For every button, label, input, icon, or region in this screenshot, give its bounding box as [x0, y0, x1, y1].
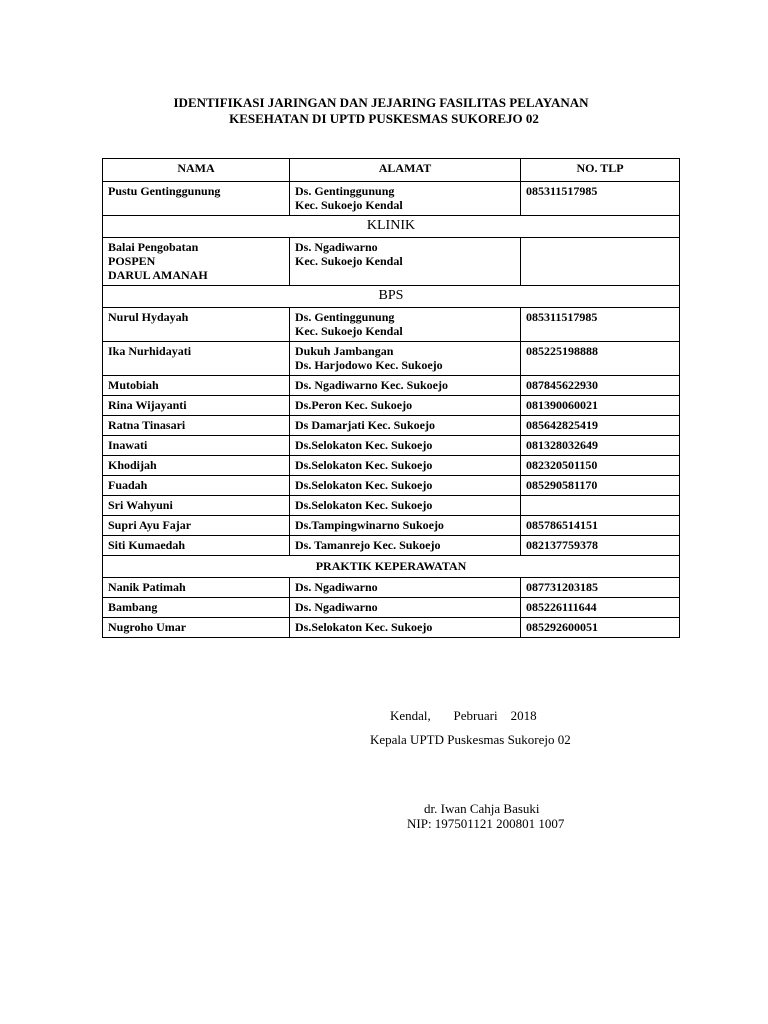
table-row — [103, 536, 680, 556]
cell-tlp — [521, 496, 680, 516]
cell-nama: Supri Ayu Fajar — [103, 516, 290, 536]
cell-nama: Nugroho Umar — [103, 618, 290, 638]
signature-position: Kepala UPTD Puskesmas Sukorejo 02 — [370, 732, 571, 747]
cell-nama: Nurul Hydayah — [103, 308, 290, 342]
cell-tlp: 085290581170 — [521, 476, 680, 496]
header-tlp: NO. TLP — [521, 159, 680, 182]
table-row — [103, 496, 680, 516]
cell-tlp: 085311517985 — [521, 308, 680, 342]
cell-alamat: Ds.Selokaton Kec. Sukoejo — [290, 496, 521, 516]
facility-table — [102, 158, 680, 638]
cell-tlp: 085225198888 — [521, 342, 680, 376]
table-body — [103, 182, 680, 638]
table-row — [103, 342, 680, 376]
table-row — [103, 476, 680, 496]
section-label: BPS — [103, 286, 680, 308]
cell-nama: Nanik Patimah — [103, 578, 290, 598]
table-row — [103, 396, 680, 416]
cell-tlp: 085786514151 — [521, 516, 680, 536]
cell-tlp: 085292600051 — [521, 618, 680, 638]
cell-alamat: Ds. Ngadiwarno Kec. Sukoejo Kendal — [290, 238, 521, 286]
header-nama: NAMA — [103, 159, 290, 182]
section-label: KLINIK — [103, 216, 680, 238]
table-row — [103, 598, 680, 618]
table-row — [103, 416, 680, 436]
section-row — [103, 556, 680, 578]
cell-nama: Ratna Tinasari — [103, 416, 290, 436]
cell-nama: Ika Nurhidayati — [103, 342, 290, 376]
cell-alamat: Ds. Ngadiwarno Kec. Sukoejo — [290, 376, 521, 396]
table-header-row — [103, 159, 680, 182]
table-row — [103, 238, 680, 286]
cell-nama: Inawati — [103, 436, 290, 456]
cell-nama: Pustu Gentinggunung — [103, 182, 290, 216]
cell-nama: Mutobiah — [103, 376, 290, 396]
cell-alamat: Ds. Ngadiwarno — [290, 578, 521, 598]
cell-tlp: 087731203185 — [521, 578, 680, 598]
cell-alamat: Ds Damarjati Kec. Sukoejo — [290, 416, 521, 436]
table-row — [103, 436, 680, 456]
table-row — [103, 516, 680, 536]
cell-alamat: Ds. Tamanrejo Kec. Sukoejo — [290, 536, 521, 556]
cell-alamat: Ds. Gentinggunung Kec. Sukoejo Kendal — [290, 308, 521, 342]
cell-tlp: 081390060021 — [521, 396, 680, 416]
table-row — [103, 618, 680, 638]
cell-nama: Fuadah — [103, 476, 290, 496]
document-title — [0, 95, 768, 127]
cell-tlp: 085642825419 — [521, 416, 680, 436]
cell-alamat: Dukuh Jambangan Ds. Harjodowo Kec. Sukoejo — [290, 342, 521, 376]
section-label: PRAKTIK KEPERAWATAN — [103, 556, 680, 578]
cell-nama: Khodijah — [103, 456, 290, 476]
cell-tlp: 081328032649 — [521, 436, 680, 456]
cell-tlp: 085226111644 — [521, 598, 680, 618]
table-row — [103, 376, 680, 396]
cell-alamat: Ds.Selokaton Kec. Sukoejo — [290, 618, 521, 638]
cell-tlp: 085311517985 — [521, 182, 680, 216]
section-row — [103, 216, 680, 238]
cell-tlp: 087845622930 — [521, 376, 680, 396]
title-line-1: IDENTIFIKASI JARINGAN DAN JEJARING FASILITAS PELAYANAN — [173, 95, 589, 110]
table-row — [103, 308, 680, 342]
cell-nama: Rina Wijayanti — [103, 396, 290, 416]
cell-alamat: Ds.Tampingwinarno Sukoejo — [290, 516, 521, 536]
title-line-2: KESEHATAN DI UPTD PUSKESMAS SUKOREJO 02 — [229, 111, 539, 126]
cell-alamat: Ds.Selokaton Kec. Sukoejo — [290, 456, 521, 476]
cell-tlp: 082137759378 — [521, 536, 680, 556]
cell-alamat: Ds.Peron Kec. Sukoejo — [290, 396, 521, 416]
cell-nama: Balai Pengobatan POSPEN DARUL AMANAH — [103, 238, 290, 286]
cell-alamat: Ds.Selokaton Kec. Sukoejo — [290, 436, 521, 456]
cell-nama: Siti Kumaedah — [103, 536, 290, 556]
cell-alamat: Ds.Selokaton Kec. Sukoejo — [290, 476, 521, 496]
cell-nama: Sri Wahyuni — [103, 496, 290, 516]
signature-name: dr. Iwan Cahja Basuki — [424, 801, 540, 816]
section-row — [103, 286, 680, 308]
table-row — [103, 456, 680, 476]
table-row — [103, 578, 680, 598]
signature-place-date: Kendal, Pebruari 2018 — [390, 708, 537, 723]
header-alamat: ALAMAT — [290, 159, 521, 182]
cell-alamat: Ds. Gentinggunung Kec. Sukoejo Kendal — [290, 182, 521, 216]
cell-tlp: 082320501150 — [521, 456, 680, 476]
cell-nama: Bambang — [103, 598, 290, 618]
cell-alamat: Ds. Ngadiwarno — [290, 598, 521, 618]
signature-nip: NIP: 197501121 200801 1007 — [407, 816, 565, 831]
table-row — [103, 182, 680, 216]
cell-tlp — [521, 238, 680, 286]
